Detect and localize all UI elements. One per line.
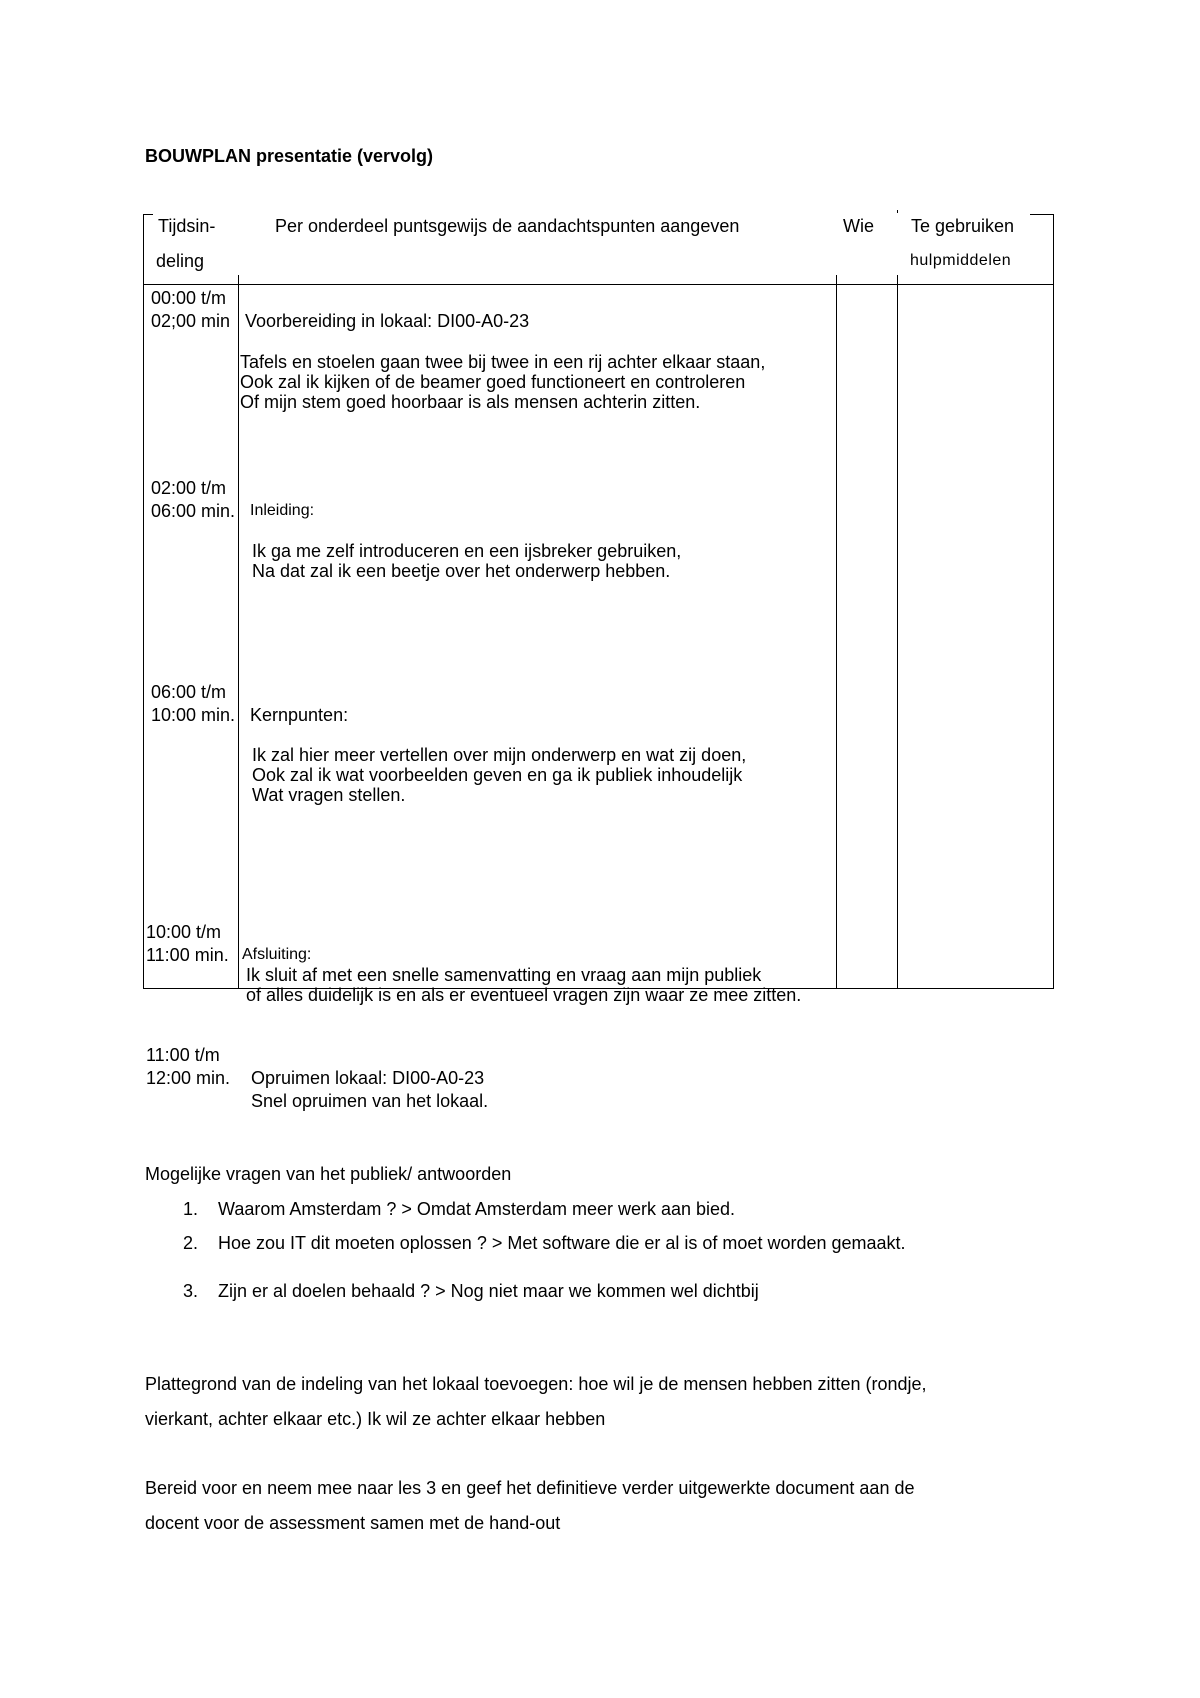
- row-time-start: 02:00 t/m: [151, 478, 227, 498]
- header-aids-line2: hulpmiddelen: [910, 252, 1012, 269]
- page-title: BOUWPLAN presentatie (vervolg): [145, 146, 434, 166]
- row-heading: Inleiding:: [250, 502, 315, 519]
- row-time-end: 10:00 min.: [151, 705, 236, 725]
- row-time-end: 06:00 min.: [151, 501, 236, 521]
- floorplan-text-line1: Plattegrond van de indeling van het lokaal toevoegen: hoe wil je de mensen hebben zitten (rondje,: [145, 1374, 927, 1394]
- list-number: 3.: [182, 1281, 198, 1301]
- row-time-start: 00:00 t/m: [151, 288, 227, 308]
- table-border: [238, 275, 239, 989]
- table-border: [143, 214, 153, 215]
- list-number: 2.: [182, 1233, 198, 1253]
- row-heading: Kernpunten:: [250, 705, 349, 725]
- row-line: Ik zal hier meer vertellen over mijn onderwerp en wat zij doen,: [252, 745, 747, 765]
- row-line: Tafels en stoelen gaan twee bij twee in een rij achter elkaar staan,: [240, 352, 766, 372]
- row-line: Wat vragen stellen.: [252, 785, 406, 805]
- list-text: Waarom Amsterdam ? > Omdat Amsterdam meer werk aan bied.: [218, 1199, 736, 1219]
- row-time-start: 10:00 t/m: [146, 922, 222, 942]
- row-heading: Voorbereiding in lokaal: DI00-A0-23: [245, 311, 530, 331]
- table-border: [1053, 214, 1054, 989]
- row-heading: Afsluiting:: [242, 946, 312, 963]
- row-line: Ook zal ik wat voorbeelden geven en ga ik publiek inhoudelijk: [252, 765, 743, 785]
- cleanup-line: Snel opruimen van het lokaal.: [251, 1091, 489, 1111]
- table-border: [836, 275, 837, 989]
- row-time-start: 06:00 t/m: [151, 682, 227, 702]
- row-line: Na dat zal ik een beetje over het onderwerp hebben.: [252, 561, 671, 581]
- prepare-text-line1: Bereid voor en neem mee naar les 3 en geef het definitieve verder uitgewerkte document aan de: [145, 1478, 915, 1498]
- table-border: [143, 214, 144, 989]
- table-border: [143, 284, 1054, 285]
- row-time-end: 02;00 min: [151, 311, 231, 331]
- list-number: 1.: [182, 1199, 198, 1219]
- questions-heading: Mogelijke vragen van het publiek/ antwoorden: [145, 1164, 512, 1184]
- table-border: [897, 275, 898, 989]
- row-line: of alles duidelijk is en als er eventueel vragen zijn waar ze mee zitten.: [246, 985, 802, 1005]
- row-line: Ik sluit af met een snelle samenvatting en vraag aan mijn publiek: [246, 965, 762, 985]
- header-time-line1: Tijdsin-: [158, 216, 216, 236]
- floorplan-text-line2: vierkant, achter elkaar etc.) Ik wil ze achter elkaar hebben: [145, 1409, 606, 1429]
- table-border: [1030, 214, 1054, 215]
- cleanup-heading: Opruimen lokaal: DI00-A0-23: [251, 1068, 485, 1088]
- table-border: [897, 210, 898, 213]
- list-text: Hoe zou IT dit moeten oplossen ? > Met software die er al is of moet worden gemaakt.: [218, 1233, 906, 1253]
- row-line: Ook zal ik kijken of de beamer goed functioneert en controleren: [240, 372, 746, 392]
- row-time-end: 11:00 min.: [146, 945, 229, 965]
- header-aids-line1: Te gebruiken: [911, 216, 1015, 236]
- row-line: Ik ga me zelf introduceren en een ijsbreker gebruiken,: [252, 541, 682, 561]
- cleanup-time-end: 12:00 min.: [146, 1068, 231, 1088]
- list-text: Zijn er al doelen behaald ? > Nog niet maar we kommen wel dichtbij: [218, 1281, 759, 1301]
- header-points: Per onderdeel puntsgewijs de aandachtspunten aangeven: [275, 216, 740, 236]
- header-who: Wie: [843, 216, 874, 236]
- row-line: Of mijn stem goed hoorbaar is als mensen achterin zitten.: [240, 392, 701, 412]
- prepare-text-line2: docent voor de assessment samen met de hand-out: [145, 1513, 561, 1533]
- header-time-line2: deling: [156, 251, 205, 271]
- cleanup-time-start: 11:00 t/m: [146, 1045, 220, 1065]
